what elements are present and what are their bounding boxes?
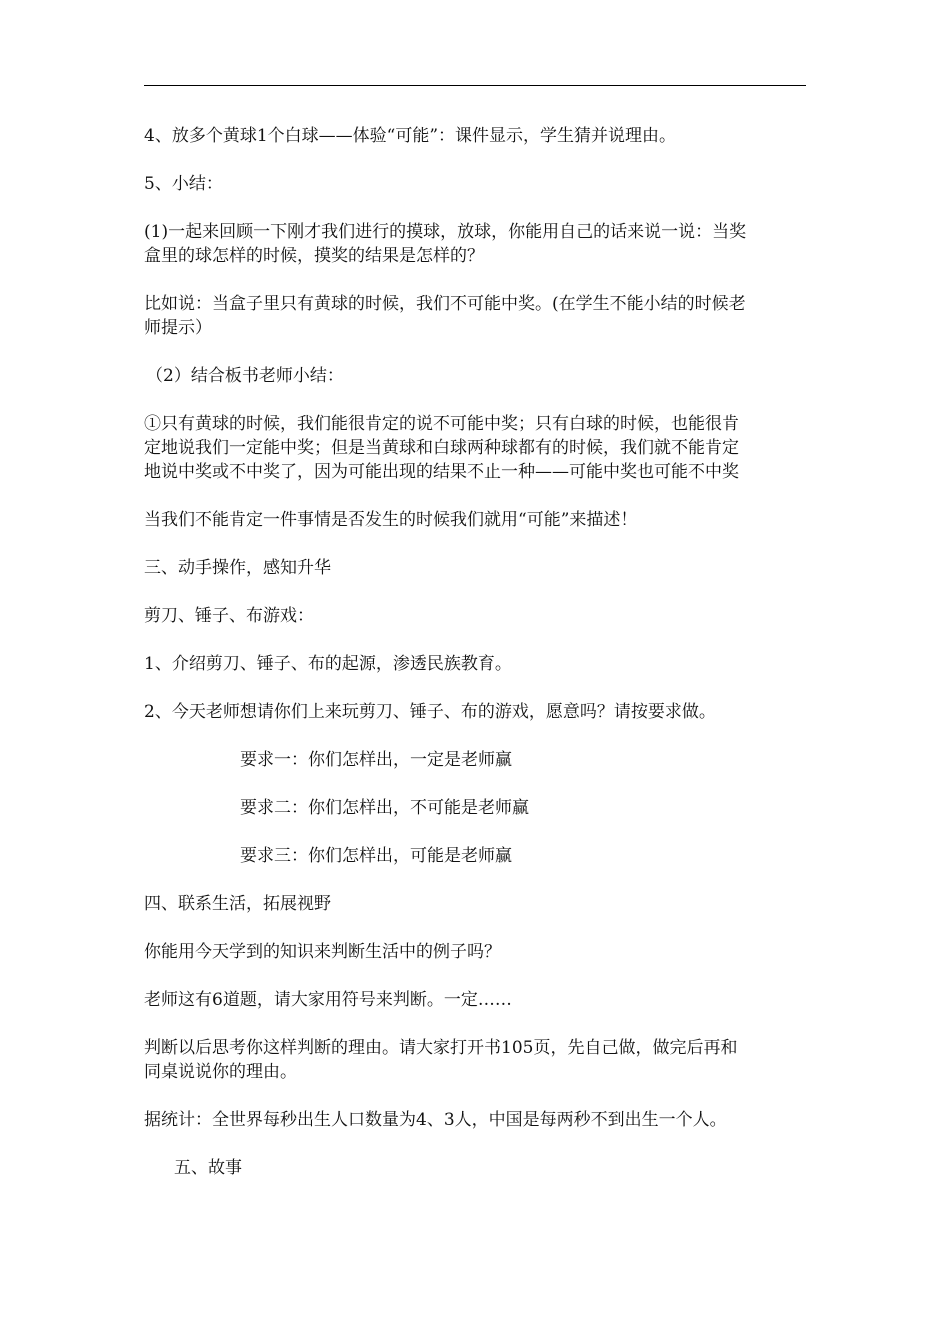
text-line: 5、小结： [144, 174, 223, 194]
text-line: (1)一起来回顾一下刚才我们进行的摸球，放球，你能用自己的话来说一说：当奖 [144, 222, 747, 242]
text-line: 四、联系生活，拓展视野 [144, 894, 331, 914]
requirement-2 [144, 796, 808, 820]
text-line: 你能用今天学到的知识来判断生活中的例子吗？ [144, 942, 501, 962]
paragraph-game-title [144, 604, 808, 628]
paragraph-game-step-2 [144, 700, 808, 724]
paragraph-book-instruction [144, 1036, 808, 1084]
section-heading-5 [144, 1156, 808, 1180]
text-line: 据统计：全世界每秒出生人口数量为4、3人，中国是每两秒不到出生一个人。 [144, 1110, 727, 1130]
paragraph-six-questions [144, 988, 808, 1012]
text-line: （2）结合板书老师小结： [146, 366, 344, 386]
text-line: 三、动手操作，感知升华 [144, 558, 331, 578]
paragraph-possible-definition [144, 508, 808, 532]
text-line: 要求三：你们怎样出，可能是老师赢 [240, 846, 512, 866]
text-line: 老师这有6道题，请大家用符号来判断。一定…… [144, 990, 512, 1010]
text-line: 比如说：当盒子里只有黄球的时候，我们不可能中奖。(在学生不能小结的时候老 [144, 294, 746, 314]
paragraph-question [144, 940, 808, 964]
paragraph-summary-1 [144, 220, 808, 268]
section-heading-3 [144, 556, 808, 580]
paragraph-conclusion [144, 412, 808, 484]
paragraph-statistics [144, 1108, 808, 1132]
text-line: 判断以后思考你这样判断的理由。请大家打开书105页，先自己做，做完后再和 [144, 1038, 738, 1058]
paragraph-step-4 [144, 124, 808, 148]
paragraph-step-5-summary [144, 172, 808, 196]
text-line: 1、介绍剪刀、锤子、布的起源，渗透民族教育。 [144, 654, 512, 674]
text-line: 盒里的球怎样的时候，摸奖的结果是怎样的？ [144, 246, 484, 266]
text-line: 师提示） [144, 318, 212, 338]
requirement-3 [144, 844, 808, 868]
header-rule [144, 85, 806, 86]
text-line: 当我们不能肯定一件事情是否发生的时候我们就用“可能”来描述！ [144, 510, 638, 530]
text-line: 4、放多个黄球1个白球——体验“可能”：课件显示，学生猜并说理由。 [144, 126, 677, 146]
text-line: 要求一：你们怎样出，一定是老师赢 [240, 750, 512, 770]
text-line: 同桌说说你的理由。 [144, 1062, 297, 1082]
paragraph-example [144, 292, 808, 340]
paragraph-summary-2 [144, 364, 808, 388]
paragraph-game-step-1 [144, 652, 808, 676]
text-line: 剪刀、锤子、布游戏： [144, 606, 314, 626]
requirement-1 [144, 748, 808, 772]
text-line: 要求二：你们怎样出，不可能是老师赢 [240, 798, 529, 818]
section-heading-4 [144, 892, 808, 916]
document-body [144, 124, 808, 1204]
text-line: 地说中奖或不中奖了，因为可能出现的结果不止一种——可能中奖也可能不中奖 [144, 462, 739, 482]
text-line: 定地说我们一定能中奖；但是当黄球和白球两种球都有的时候，我们就不能肯定 [144, 438, 739, 458]
text-line: 五、故事 [174, 1158, 242, 1178]
text-line: 2、今天老师想请你们上来玩剪刀、锤子、布的游戏，愿意吗？请按要求做。 [144, 702, 716, 722]
text-line: ①只有黄球的时候，我们能很肯定的说不可能中奖；只有白球的时候，也能很肯 [144, 414, 739, 434]
